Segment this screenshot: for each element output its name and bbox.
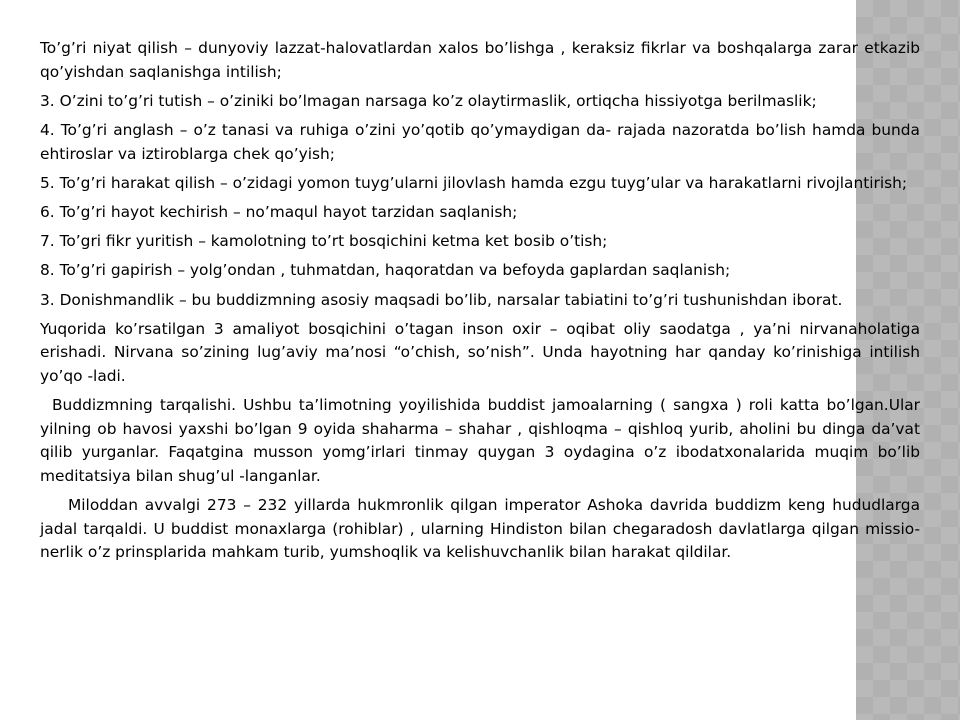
paragraph-right-intention: To’g’ri niyat qilish – dunyoviy lazzat-halovatlardan xalos bo’lishga , keraksiz fikrlar va boshqalarga zarar etkazib qo’yishdan saqlanishga intilish; xyxy=(40,39,920,81)
paragraph-nirvana: Yuqorida ko’rsatilgan 3 amaliyot bosqichini o’tagan inson oxir – oqibat oliy saodatga , ya’ni nirvanaholatiga erishadi. Nirvana so’zining lug’aviy ma’nosi “o’chish, so’nish”. Unda hayotning har qanday ko’rinishiga intilish yo’qo -ladi. xyxy=(40,319,920,385)
paragraph-right-speech: 8. To’g’ri gapirish – yolg’ondan , tuhmatdan, haqoratdan va befoyda gaplardan saqlanish; xyxy=(40,261,731,280)
paragraph-right-action: 5. To’g’ri harakat qilish – o’zidagi yomon tuyg’ularni jilovlash hamda ezgu tuyg’ular va harakatlarni rivojlantirish; xyxy=(40,173,908,192)
paragraph-right-thinking: 7. To’gri fikr yuritish – kamolotning to’rt bosqichini ketma ket bosib o’tish; xyxy=(40,232,608,251)
paragraph-right-understanding: 4. To’g’ri anglash – o’z tanasi va ruhiga o’zini yo’qotib qo’ymaydigan da- rajada nazoratda bo’lish hamda bunda ehtiroslar va iztiroblarga chek qo’yish; xyxy=(40,120,920,163)
paragraph-right-conduct: 3. O’zini to’g’ri tutish – o’ziniki bo’lmagan narsaga ko’z olaytirmaslik, ortiqcha hissiyotga berilmaslik; xyxy=(40,91,817,110)
slide-body xyxy=(40,37,920,570)
paragraph-spread-of-buddhism: Buddizmning tarqalishi. Ushbu ta’limotning yoyilishida buddist jamoalarning ( sangxa ) roli katta bo’lgan.Ular yilning ob havosi yaxshi bo’lgan 9 oyida shaharma – shahar , qishloqma – qishloq yurib, aholini bu dinga da’vat qilib yurganlar. Faqatgina musson yomg’irlari tinmay quygan 3 oydagina o’z ibodatxonalarida muqim bo’lib meditatsiya bilan shug’ul -langanlar. xyxy=(40,396,920,485)
paragraph-right-livelihood: 6. To’g’ri hayot kechirish – no’maqul hayot tarzidan saqlanish; xyxy=(40,202,518,221)
paragraph-wisdom: 3. Donishmandlik – bu buddizmning asosiy maqsadi bo’lib, narsalar tabiatini to’g’ri tushunishdan iborat. xyxy=(40,290,843,309)
paragraph-ashoka: Miloddan avvalgi 273 – 232 yillarda hukmronlik qilgan imperator Ashoka davrida buddizm keng hududlarga jadal tarqaldi. U buddist monaxlarga (rohiblar) , ularning Hindiston bilan chegaradosh davlatlarga qilgan missio- nerlik o’z prinsplarida mahkam turib, yumshoqlik va kelishuvchanlik bilan harakat qildilar. xyxy=(40,496,920,562)
